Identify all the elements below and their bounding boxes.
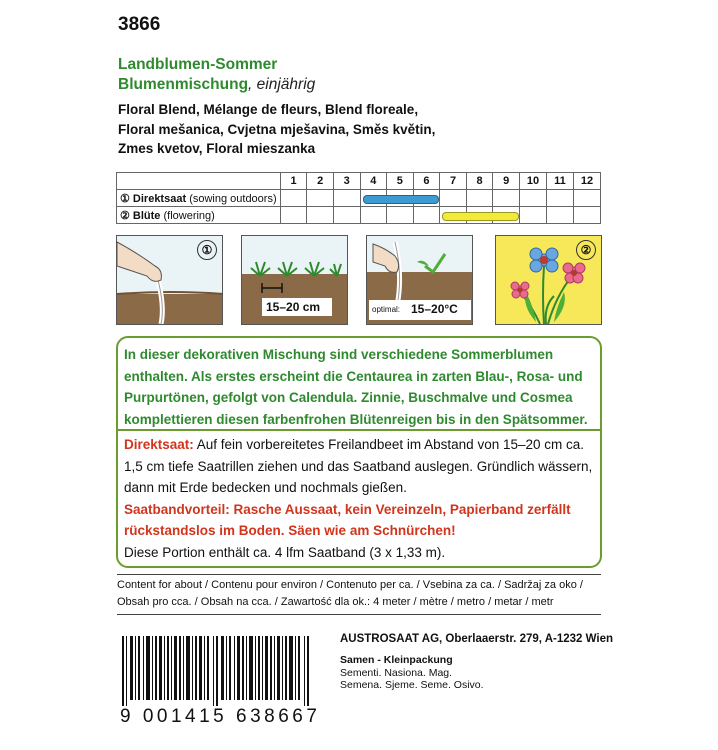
description-box — [116, 336, 602, 568]
company-address: AUSTROSAAT AG, Oberlaaerstr. 279, A-1232 Wien — [340, 633, 614, 645]
month-cell: 6 — [413, 173, 440, 190]
month-cell: 1 — [280, 173, 307, 190]
package-type-translations: Sementi. Nasiona. Mag. Semena. Sjeme. Seme. Osivo. — [340, 667, 484, 691]
package-type: Samen - Kleinpackung — [340, 654, 453, 666]
month-cell: 11 — [546, 173, 573, 190]
calendar-row-flowering — [117, 207, 601, 224]
temperature-value: 15–20°C — [411, 302, 458, 316]
temperature-prefix: optimal: — [372, 305, 401, 314]
sowing-calendar — [116, 172, 601, 224]
flowering-period-bar — [442, 212, 518, 221]
description-divider — [116, 429, 602, 431]
divider — [117, 574, 601, 575]
row-label-flowering — [117, 207, 281, 224]
barcode-icon — [118, 636, 318, 706]
flowering-illustration — [495, 235, 602, 325]
month-cell: 7 — [440, 173, 467, 190]
translations — [118, 100, 458, 159]
month-cell: 5 — [387, 173, 414, 190]
seed-tape-advantage: Saatbandvorteil: Rasche Aussaat, kein Vereinzeln, Papierband zerfällt rückstandslos im Boden. Säen wie am Schnürchen! — [124, 501, 571, 538]
calendar-header-row — [117, 173, 601, 190]
translation-line: Floral Blend, Mélange de fleurs, Blend floreale, — [118, 102, 419, 117]
content-line: Content for about / Contenu pour environ / Contenuto per ca. / Vsebina za ca. / Sadržaj za oko / — [117, 579, 583, 591]
month-cell: 9 — [493, 173, 520, 190]
spacing-illustration — [241, 235, 348, 325]
month-cell: 4 — [360, 173, 387, 190]
sowing-illustration — [116, 235, 223, 325]
direct-sowing-keyword: Direktsaat: — [124, 437, 194, 452]
portion-text: Diese Portion enthält ca. 4 lfm Saatband (3 x 1,33 m). — [124, 544, 446, 560]
step-badge: ② — [576, 240, 596, 260]
row-label-sowing — [117, 190, 281, 207]
direct-sowing-text: Auf fein vorbereitetes Freilandbeet im Abstand von 15–20 cm ca. 1,5 cm tiefe Saatrillen ziehen und das Saatband auslegen. Gründlich wässern, dann mit Erde bedecken und nochmals gießen. — [124, 437, 593, 495]
barcode-number: 9 001415 638667 — [120, 706, 321, 727]
temperature-illustration — [366, 235, 473, 325]
step-badge: ① — [197, 240, 217, 260]
month-cell: 2 — [307, 173, 334, 190]
article-number: 3866 — [118, 14, 161, 35]
row-label-en: (sowing outdoors) — [189, 192, 277, 205]
month-cell: 3 — [333, 173, 360, 190]
month-cell: 10 — [519, 173, 546, 190]
description-text: In dieser dekorativen Mischung sind verschiedene Sommerblumen enthalten. Als erstes erscheint die Centaurea in zarten Blau-, Rosa- und Purpurtönen, gefolgt von Calendula. Zinnie, Buschmalve und Cosmea komplettieren diesen farbenfrohen Blütenreigen bis in den Spätsommer. — [124, 347, 588, 427]
product-subtitle — [118, 76, 315, 94]
calendar-row-sowing — [117, 190, 601, 207]
product-title: Landblumen-Sommer — [118, 56, 278, 73]
row-label-text: ① Direktsaat — [120, 192, 187, 205]
row-label-text: ② Blüte — [120, 209, 161, 222]
subtitle-annual: , einjährig — [248, 76, 316, 93]
row-label-en: (flowering) — [163, 209, 215, 222]
month-cell: 8 — [466, 173, 493, 190]
sowing-period-bar — [363, 195, 439, 204]
month-cell: 12 — [573, 173, 600, 190]
content-line: Obsah pro cca. / Obsah na cca. / Zawartość dla ok.: 4 meter / mètre / metro / metar / metr — [117, 596, 554, 608]
calendar-corner — [117, 173, 281, 190]
subtitle-main: Blumenmischung — [118, 76, 249, 93]
instructions — [124, 434, 594, 563]
content-quantity — [117, 577, 587, 611]
spacing-label: 15–20 cm — [266, 300, 321, 314]
translation-line: Zmes kvetov, Floral mieszanka — [118, 141, 316, 156]
divider — [117, 614, 601, 615]
translation-line: Floral mešanica, Cvjetna mješavina, Směs květin, — [118, 121, 436, 137]
